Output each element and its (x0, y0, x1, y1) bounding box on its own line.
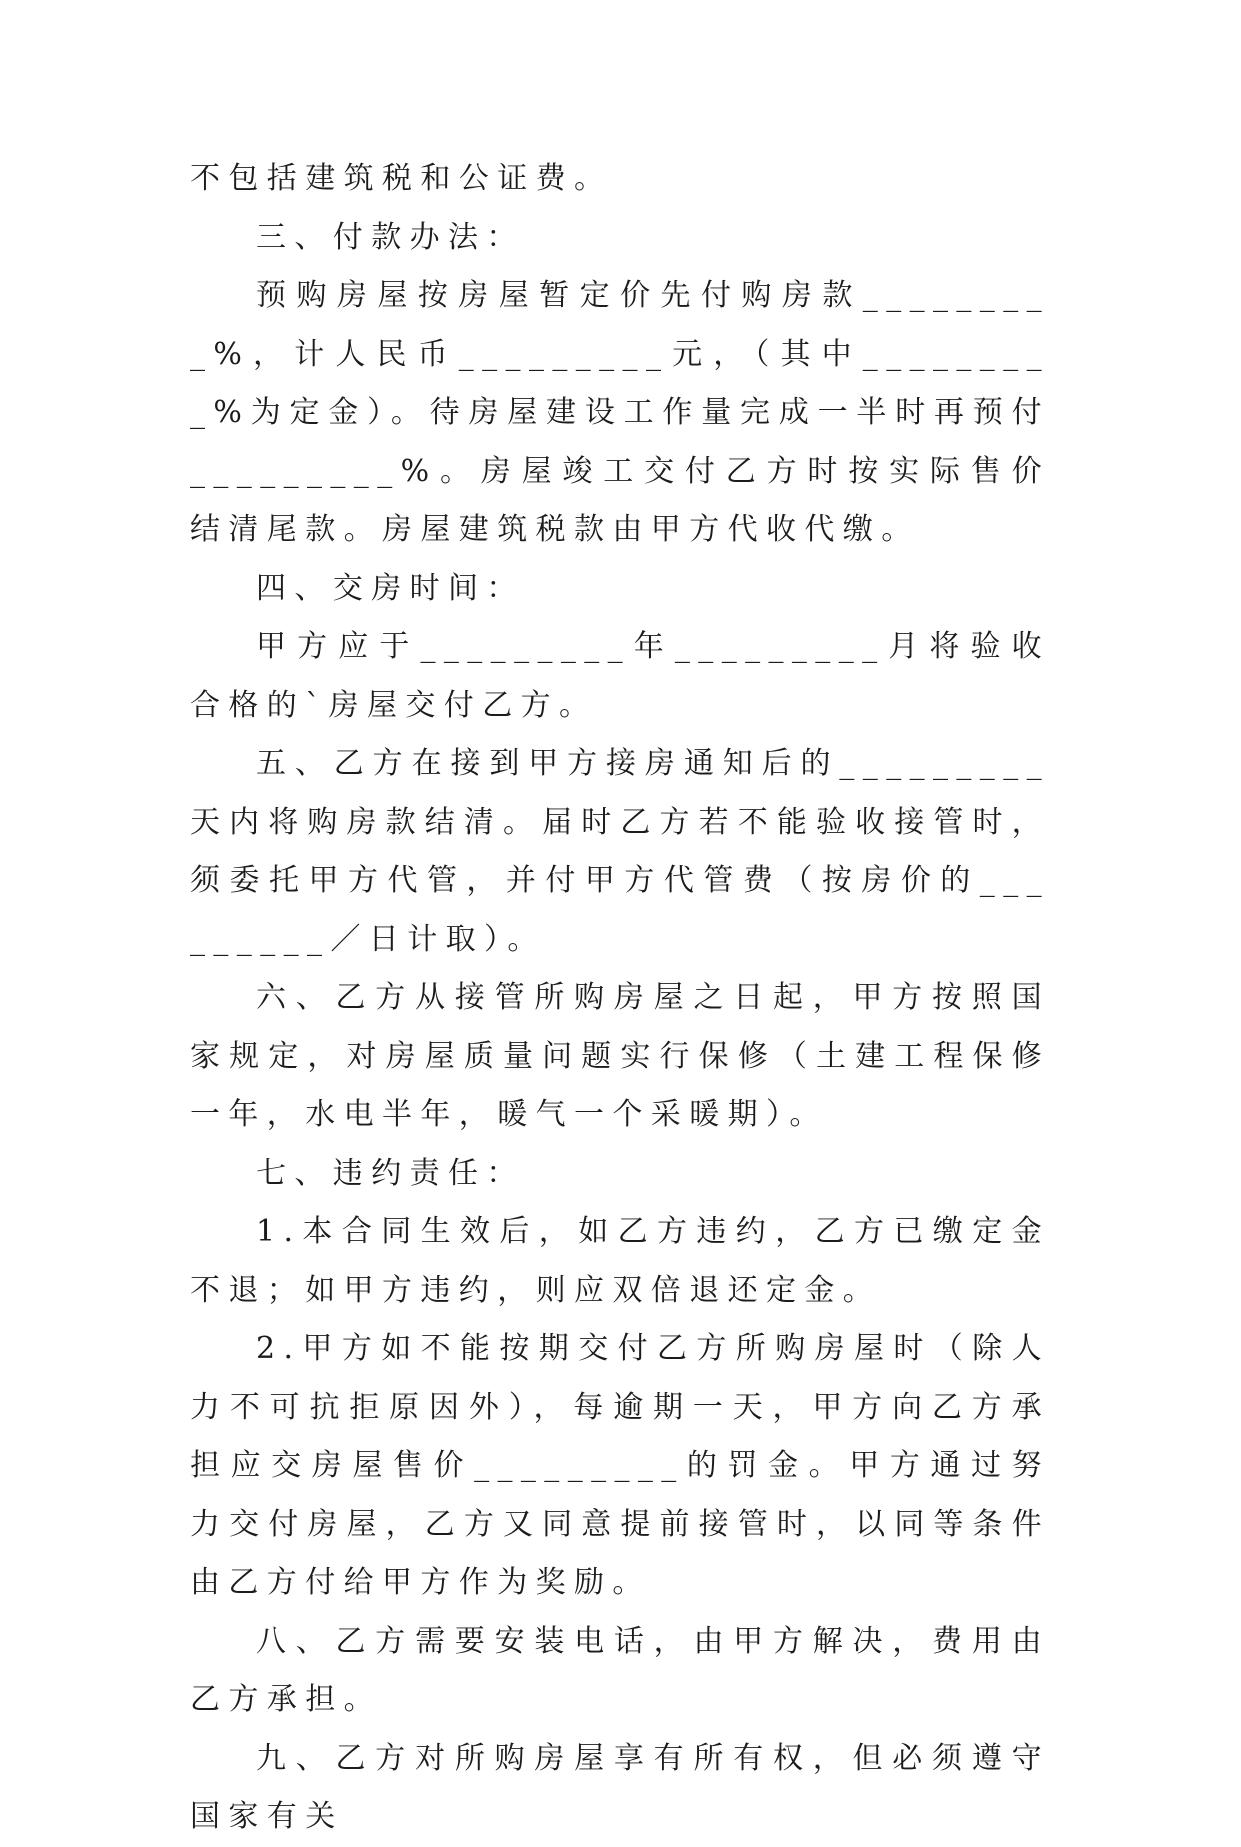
paragraph-telephone-terms: 八、乙方需要安装电话，由甲方解决，费用由乙方承担。 (190, 1623, 1050, 1717)
paragraph-warranty-terms: 六、乙方从接管所购房屋之日起，甲方按照国家规定，对房屋质量问题实行保修（土建工程保修一年，水电半年，暖气一个采暖期）。 (190, 980, 1050, 1132)
paragraph-breach-item-2: 2.甲方如不能按期交付乙方所购房屋时（除人力不可抗拒原因外），每逾期一天，甲方向乙方承担应交房屋售价_________的罚金。甲方通过努力交付房屋，乙方又同意提前接管时，以同等条件由乙方付给甲方作为奖励。 (190, 1331, 1050, 1600)
paragraph-settlement-terms: 五、乙方在接到甲方接房通知后的_________天内将购房款结清。届时乙方若不能验收接管时，须委托甲方代管，并付甲方代管费（按房价的_________／日计取）。 (190, 746, 1050, 957)
paragraph-payment-terms: 预购房屋按房屋暂定价先付购房款_________%，计人民币_________元，（其中_________%为定金）。待房屋建设工作量完成一半时再预付_________%。房屋竣工交付乙方时按实际售价结清尾款。房屋建筑税款由甲方代收代缴。 (190, 278, 1050, 547)
heading-payment-method: 三、付款办法： (256, 219, 525, 255)
heading-breach-liability: 七、违约责任： (256, 1155, 525, 1191)
paragraph-ownership-terms: 九、乙方对所购房屋享有所有权，但必须遵守国家有关 (190, 1740, 1050, 1834)
paragraph-tax-exclusion: 不包括建筑税和公证费。 (190, 161, 613, 196)
document-page (190, 150, 1050, 1847)
paragraph-breach-item-1: 1.本合同生效后，如乙方违约，乙方已缴定金不退；如甲方违约，则应双倍退还定金。 (190, 1214, 1050, 1308)
heading-delivery-time: 四、交房时间： (256, 570, 525, 606)
paragraph-delivery-terms: 甲方应于_________年_________月将验收合格的`房屋交付乙方。 (190, 629, 1050, 723)
